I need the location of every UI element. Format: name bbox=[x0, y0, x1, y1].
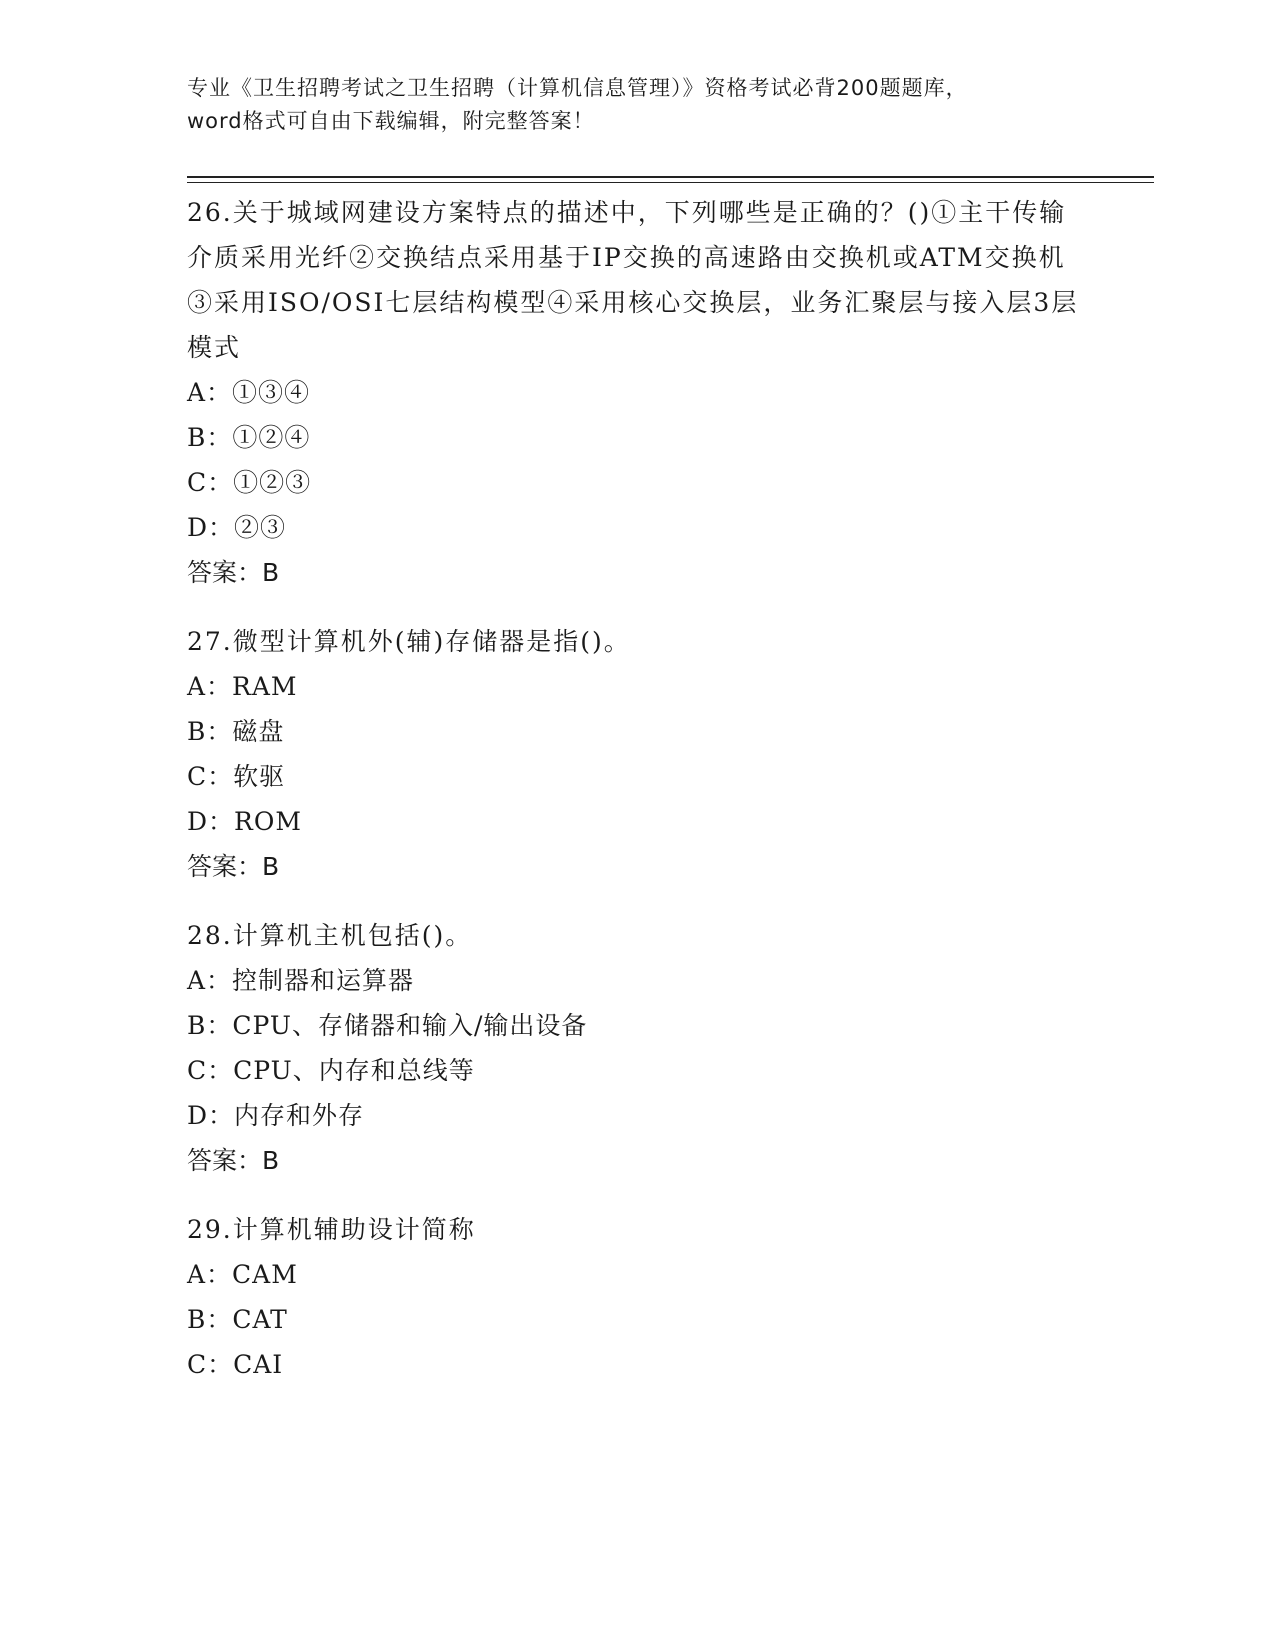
option-c: C：软驱 bbox=[187, 762, 286, 791]
header-title-line1: 专业《卫生招聘考试之卫生招聘（计算机信息管理）》资格考试必背200题题库， bbox=[187, 76, 968, 100]
question-item bbox=[187, 1207, 1087, 1387]
question-item bbox=[187, 913, 1087, 1183]
option-d: D：ROM bbox=[187, 807, 302, 836]
option-c: C：①②③ bbox=[187, 468, 312, 497]
answer-line: 答案：B bbox=[187, 1146, 280, 1175]
answer-line: 答案：B bbox=[187, 852, 280, 881]
header-title-line2: word格式可自由下载编辑，附完整答案！ bbox=[187, 109, 595, 133]
question-stem: 27.微型计算机外(辅)存储器是指()。 bbox=[187, 627, 631, 656]
header-divider-thin bbox=[187, 182, 1154, 183]
answer-line: 答案：B bbox=[187, 558, 280, 587]
option-a: A：①③④ bbox=[187, 378, 311, 407]
option-b: B：CAT bbox=[187, 1305, 288, 1334]
option-b: B：CPU、存储器和输入/输出设备 bbox=[187, 1011, 588, 1040]
option-a: A：控制器和运算器 bbox=[187, 966, 415, 995]
option-b: B：磁盘 bbox=[187, 717, 285, 746]
option-c: C：CPU、内存和总线等 bbox=[187, 1056, 475, 1085]
header-divider-thick bbox=[187, 176, 1154, 178]
question-item bbox=[187, 619, 1087, 889]
document-header bbox=[187, 72, 1087, 138]
question-list bbox=[187, 190, 1087, 1411]
option-c: C：CAI bbox=[187, 1350, 284, 1379]
option-d: D：内存和外存 bbox=[187, 1101, 365, 1130]
option-a: A：CAM bbox=[187, 1260, 298, 1289]
question-stem: 28.计算机主机包括()。 bbox=[187, 921, 473, 950]
option-b: B：①②④ bbox=[187, 423, 311, 452]
question-stem: 29.计算机辅助设计简称 bbox=[187, 1215, 476, 1244]
question-stem: 26.关于城域网建设方案特点的描述中，下列哪些是正确的？()①主干传输介质采用光纤②交换结点采用基于IP交换的高速路由交换机或ATM交换机③采用ISO/OSI七层结构模型④采用核心交换层，业务汇聚层与接入层3层模式 bbox=[187, 198, 1079, 362]
question-item bbox=[187, 190, 1087, 595]
option-a: A：RAM bbox=[187, 672, 298, 701]
option-d: D：②③ bbox=[187, 513, 287, 542]
